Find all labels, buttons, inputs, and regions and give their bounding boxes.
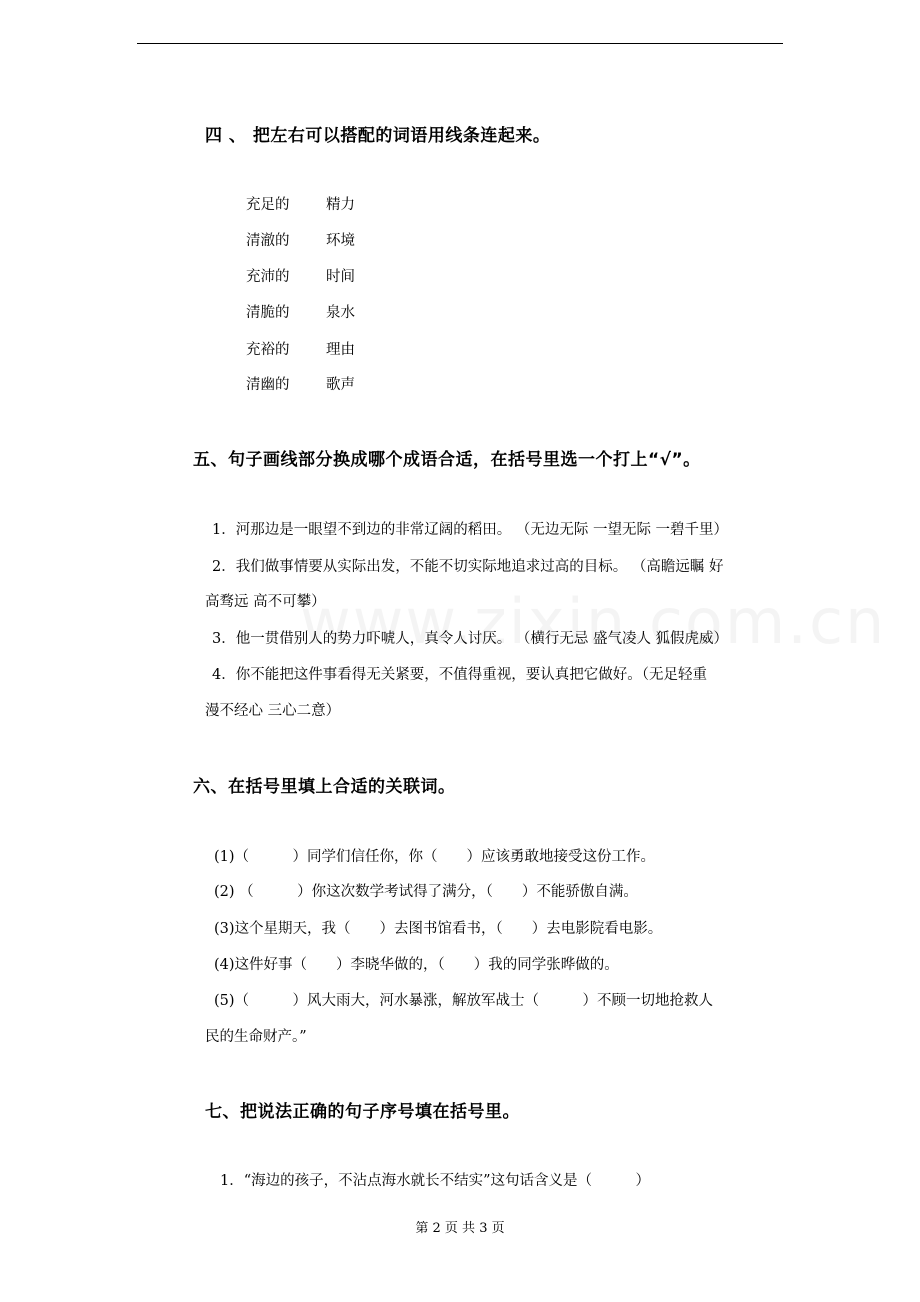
pair-left-6: 清幽的 <box>246 377 290 393</box>
section7-line-1: 1．“海边的孩子，不沾点海水就长不结实”这句话含义是（ ） <box>220 1173 651 1189</box>
pair-right-6: 歌声 <box>326 377 355 393</box>
section4-title: 四 、 把左右可以搭配的词语用线条连起来。 <box>205 126 551 146</box>
section5-line-6: 漫不经心 三心二意） <box>205 703 341 719</box>
pair-left-3: 充沛的 <box>246 269 290 285</box>
section5-title: 五、句子画线部分换成哪个成语合适，在括号里选一个打上“√”。 <box>193 450 701 470</box>
pair-right-3: 时间 <box>326 269 355 285</box>
pair-right-4: 泉水 <box>326 305 355 321</box>
section5-line-1: 1．河那边是一眼望不到边的非常辽阔的稻田。 （无边无际 一望无际 一碧千里） <box>212 522 729 538</box>
section5-line-5: 4．你不能把这件事看得无关紧要，不值得重视，要认真把它做好。（无足轻重 <box>212 667 707 683</box>
pair-left-1: 充足的 <box>246 197 290 213</box>
pair-left-5: 充裕的 <box>246 342 290 358</box>
pair-right-1: 精力 <box>326 197 355 213</box>
pair-right-5: 理由 <box>326 342 355 358</box>
page-footer: 第 2 页 共 3 页 <box>415 1221 505 1236</box>
section6-line-6: 民的生命财产。” <box>205 1029 307 1045</box>
section6-line-3: (3)这个星期天，我（ ）去图书馆看书，（ ）去电影院看电影。 <box>214 921 663 937</box>
section6-title: 六、在括号里填上合适的关联词。 <box>193 777 456 797</box>
pair-left-2: 清澈的 <box>246 233 290 249</box>
header-rule <box>137 43 783 44</box>
section6-line-4: (4)这件好事（ ）李晓华做的，（ ）我的同学张晔做的。 <box>214 957 619 973</box>
pair-right-2: 环境 <box>326 233 355 249</box>
section7-title: 七、把说法正确的句子序号填在括号里。 <box>205 1102 520 1122</box>
section5-line-2: 2．我们做事情要从实际出发，不能不切实际地追求过高的目标。 （高瞻远瞩 好 <box>212 559 724 575</box>
section5-line-4: 3．他一贯借别人的势力吓唬人，真令人讨厌。 （横行无忌 盛气凌人 狐假虎威） <box>212 631 729 647</box>
section6-line-5: (5)（ ）风大雨大，河水暴涨，解放军战士（ ）不顾一切地抢救人 <box>214 993 714 1009</box>
section5-line-3: 高骛远 高不可攀） <box>205 594 326 610</box>
pair-left-4: 清脆的 <box>246 305 290 321</box>
section6-line-1: (1)（ ）同学们信任你，你（ ）应该勇敢地接受这份工作。 <box>214 849 656 865</box>
section6-line-2: (2) （ ）你这次数学考试得了满分，（ ）不能骄傲自满。 <box>214 884 638 900</box>
